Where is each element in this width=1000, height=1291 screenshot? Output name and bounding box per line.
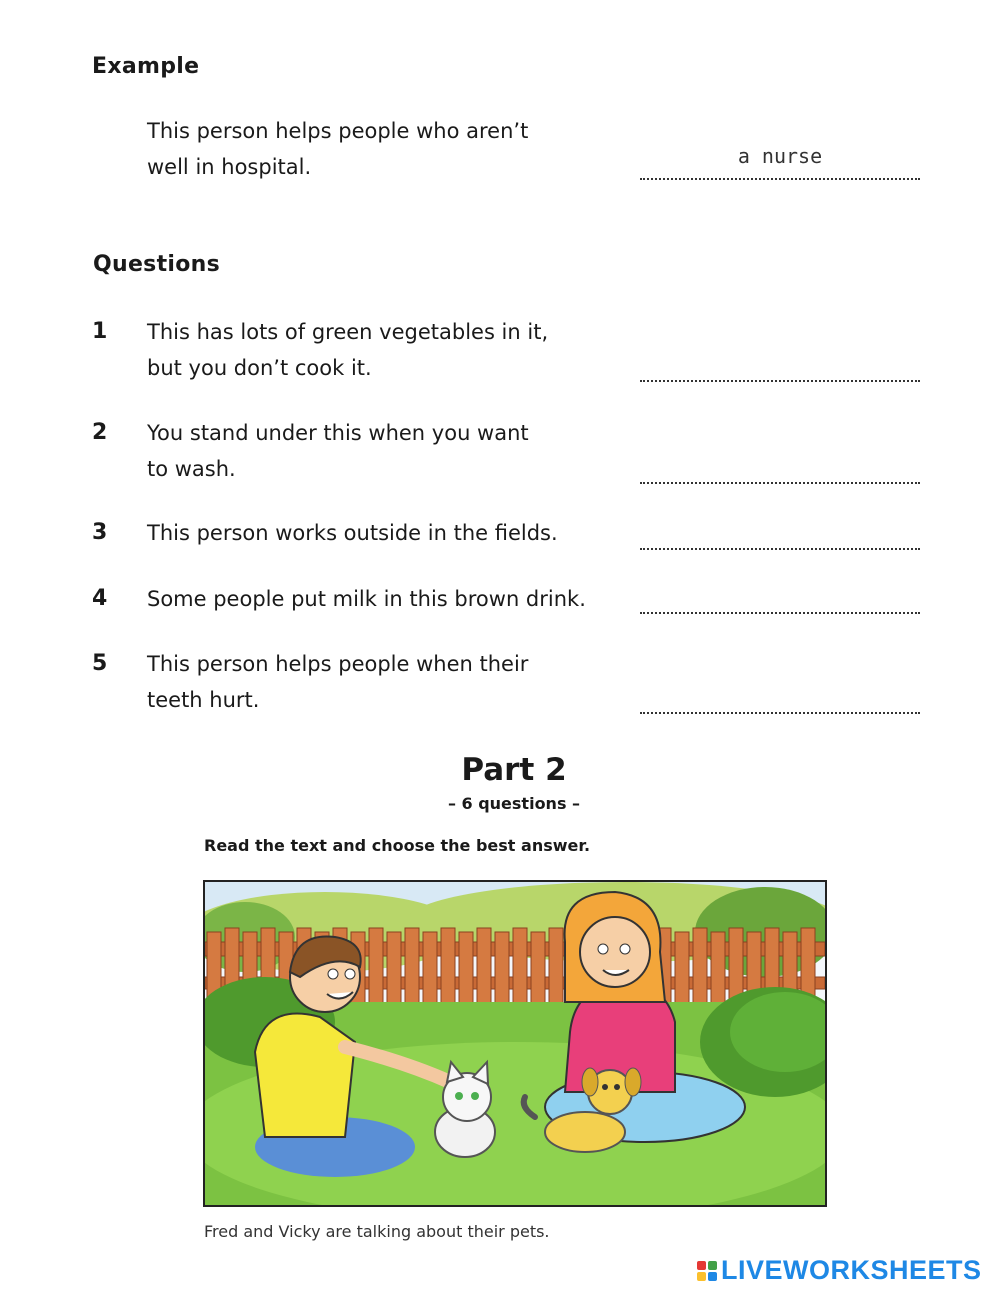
question-line: This person helps people when their bbox=[147, 652, 529, 676]
question-number: 5 bbox=[92, 651, 108, 676]
logo-square bbox=[708, 1272, 717, 1281]
answer-2-input[interactable] bbox=[640, 448, 920, 484]
example-text bbox=[147, 113, 627, 185]
question-line: You stand under this when you want bbox=[147, 421, 529, 445]
picture-caption: Fred and Vicky are talking about their pets. bbox=[204, 1222, 550, 1241]
question-number: 3 bbox=[92, 520, 108, 545]
logo-square bbox=[697, 1261, 706, 1270]
logo-square bbox=[708, 1261, 717, 1270]
question-line: Some people put milk in this brown drink. bbox=[147, 587, 586, 611]
question-line: This has lots of green vegetables in it, bbox=[147, 320, 549, 344]
question-5-text bbox=[147, 646, 627, 718]
logo-square bbox=[697, 1272, 706, 1281]
question-2-text bbox=[147, 415, 627, 487]
illustration-pets bbox=[203, 880, 827, 1207]
liveworksheets-logo-icon bbox=[697, 1261, 717, 1281]
question-number: 1 bbox=[92, 319, 108, 344]
questions-heading: Questions bbox=[93, 252, 221, 277]
example-heading: Example bbox=[92, 54, 200, 79]
question-1-text bbox=[147, 314, 627, 386]
part-2-subtitle: – 6 questions – bbox=[447, 794, 581, 813]
pets-scene-illustration bbox=[205, 882, 825, 1205]
question-line: to wash. bbox=[147, 457, 236, 481]
answer-1-input[interactable] bbox=[640, 346, 920, 382]
example-line-2: well in hospital. bbox=[147, 155, 312, 179]
example-line-1: This person helps people who aren’t bbox=[147, 119, 529, 143]
liveworksheets-brand bbox=[697, 1255, 982, 1286]
part-2-instruction: Read the text and choose the best answer. bbox=[204, 836, 591, 855]
question-line: This person works outside in the fields. bbox=[147, 521, 558, 545]
question-line: but you don’t cook it. bbox=[147, 356, 372, 380]
question-4-text bbox=[147, 581, 627, 617]
part-2-title: Part 2 bbox=[461, 752, 567, 788]
question-3-text bbox=[147, 515, 627, 551]
question-number: 4 bbox=[92, 586, 108, 611]
answer-4-input[interactable] bbox=[640, 578, 920, 614]
liveworksheets-wordmark: LIVEWORKSHEETS bbox=[721, 1255, 982, 1285]
question-number: 2 bbox=[92, 420, 108, 445]
question-line: teeth hurt. bbox=[147, 688, 260, 712]
example-answer: a nurse bbox=[640, 144, 920, 180]
answer-3-input[interactable] bbox=[640, 514, 920, 550]
answer-5-input[interactable] bbox=[640, 678, 920, 714]
